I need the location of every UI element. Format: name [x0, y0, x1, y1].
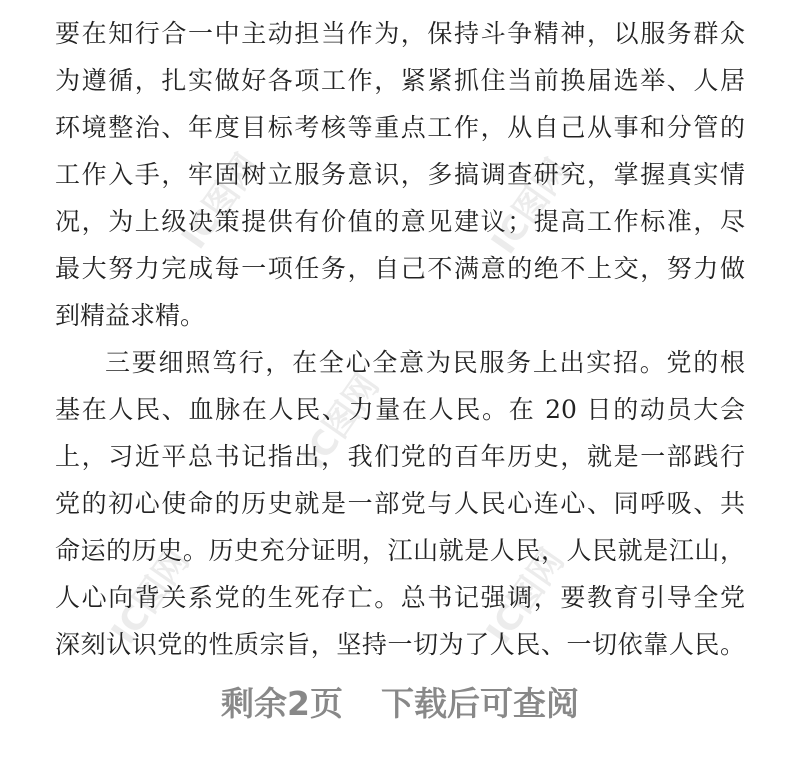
watermark: IC图网: [174, 146, 268, 257]
text-line: 为遵循，扎实做好各项工作，紧紧抓住当前换届选举、人居: [55, 66, 745, 95]
text-line: 人心向背关系党的生死存亡。总书记强调，要教育引导全党: [55, 583, 745, 612]
text-line: 党的初心使命的历史就是一部党与人民心连心、同呼吸、共: [55, 489, 745, 518]
remaining-pages-notice[interactable]: [0, 678, 800, 725]
text-line: 环境整治、年度目标考核等重点工作，从自己从事和分管的: [55, 113, 745, 142]
text-line: 最大努力完成每一项任务，自己不满意的绝不上交，努力做: [55, 254, 745, 283]
watermark: IC图网: [294, 366, 388, 477]
text-line: 工作入手，牢固树立服务意识，多搞调查研究，掌握真实情: [55, 160, 745, 189]
text-line: 深刻认识党的性质宗旨，坚持一切为了人民、一切依靠人民。: [55, 630, 745, 659]
text-line: 基在人民、血脉在人民、力量在人民。在 20 日的动员大会: [55, 395, 745, 424]
paragraph: [55, 339, 745, 668]
paragraph: [55, 10, 745, 339]
watermark: IC图网: [484, 151, 578, 262]
remaining-pages-count: 剩余2页: [221, 684, 343, 723]
text-line: 命运的历史。历史充分证明，江山就是人民，人民就是江山，: [55, 536, 745, 565]
document-body: [55, 10, 745, 668]
text-line: 要在知行合一中主动担当作为，保持斗争精神，以服务群众: [55, 19, 745, 48]
text-line: 上，习近平总书记指出，我们党的百年历史，就是一部践行: [55, 442, 745, 471]
watermark: IC图网: [479, 541, 573, 652]
watermark: IC图网: [104, 541, 198, 652]
text-line: 况，为上级决策提供有价值的意见建议；提高工作标准，尽: [55, 207, 745, 236]
text-line: 三要细照笃行，在全心全意为民服务上出实招。党的根: [105, 348, 745, 377]
download-hint: 下载后可查阅: [380, 684, 579, 723]
text-line: 到精益求精。: [55, 301, 206, 330]
